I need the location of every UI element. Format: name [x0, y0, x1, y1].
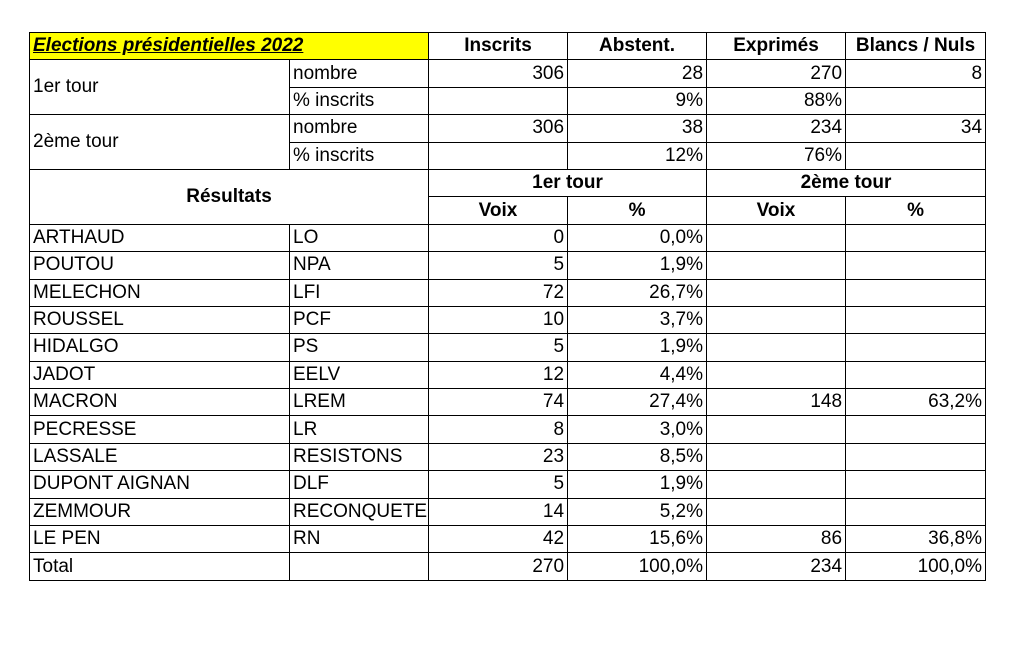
candidate-voix-round2[interactable] — [707, 416, 846, 443]
header-inscrits[interactable]: Inscrits — [429, 33, 568, 60]
round1-abstentions[interactable]: 28 — [568, 60, 707, 87]
candidate-pct-round1[interactable]: 1,9% — [568, 334, 707, 361]
candidate-pct-round1[interactable]: 5,2% — [568, 498, 707, 525]
round2-results-header[interactable]: 2ème tour — [707, 169, 986, 196]
candidate-party[interactable]: RN — [290, 526, 429, 553]
candidate-name[interactable]: ZEMMOUR — [30, 498, 290, 525]
candidate-pct-round1[interactable]: 1,9% — [568, 252, 707, 279]
table-row — [30, 279, 986, 306]
candidate-voix-round2[interactable]: 86 — [707, 526, 846, 553]
candidate-name[interactable]: ROUSSEL — [30, 306, 290, 333]
candidate-voix-round1[interactable]: 5 — [429, 334, 568, 361]
round2-pct-blancs-nuls[interactable] — [846, 142, 986, 169]
candidate-name[interactable]: JADOT — [30, 361, 290, 388]
round2-pct-header[interactable]: % — [846, 197, 986, 224]
table-row — [30, 498, 986, 525]
round1-pct-inscrits[interactable] — [429, 87, 568, 114]
candidate-pct-round1[interactable]: 15,6% — [568, 526, 707, 553]
results-header-row — [30, 169, 986, 196]
round2-pct-inscrits[interactable] — [429, 142, 568, 169]
candidate-pct-round2[interactable]: 36,8% — [846, 526, 986, 553]
candidate-pct-round2[interactable] — [846, 279, 986, 306]
table-row — [30, 361, 986, 388]
header-blancs-nuls[interactable]: Blancs / Nuls — [846, 33, 986, 60]
round1-nombre-label[interactable]: nombre — [290, 60, 429, 87]
candidate-voix-round1[interactable]: 23 — [429, 443, 568, 470]
summary-header-row — [30, 33, 986, 60]
candidate-pct-round1[interactable]: 0,0% — [568, 224, 707, 251]
candidate-name[interactable]: PECRESSE — [30, 416, 290, 443]
candidate-voix-round2[interactable] — [707, 471, 846, 498]
round1-pct-abstentions[interactable]: 9% — [568, 87, 707, 114]
round2-nombre-row — [30, 115, 986, 142]
candidate-name[interactable]: LASSALE — [30, 443, 290, 470]
candidate-voix-round2[interactable] — [707, 224, 846, 251]
candidate-voix-round1[interactable]: 5 — [429, 252, 568, 279]
candidate-pct-round2[interactable] — [846, 416, 986, 443]
candidate-party[interactable]: NPA — [290, 252, 429, 279]
candidate-voix-round2[interactable] — [707, 443, 846, 470]
round1-nombre-row — [30, 60, 986, 87]
candidate-voix-round1[interactable]: 12 — [429, 361, 568, 388]
round2-pct-exprimes[interactable]: 76% — [707, 142, 846, 169]
round1-exprimes[interactable]: 270 — [707, 60, 846, 87]
round2-label[interactable]: 2ème tour — [30, 115, 290, 170]
candidate-party[interactable]: LFI — [290, 279, 429, 306]
round1-pct-label[interactable]: % inscrits — [290, 87, 429, 114]
candidate-party[interactable]: LR — [290, 416, 429, 443]
candidate-party[interactable]: LREM — [290, 389, 429, 416]
candidate-name[interactable]: DUPONT AIGNAN — [30, 471, 290, 498]
table-row — [30, 416, 986, 443]
candidate-voix-round1[interactable]: 10 — [429, 306, 568, 333]
candidate-voix-round1[interactable]: 74 — [429, 389, 568, 416]
candidate-voix-round2[interactable] — [707, 252, 846, 279]
candidate-voix-round2[interactable] — [707, 498, 846, 525]
candidate-name[interactable]: MACRON — [30, 389, 290, 416]
round1-pct-header[interactable]: % — [568, 197, 707, 224]
candidate-pct-round1[interactable]: 1,9% — [568, 471, 707, 498]
round2-inscrits[interactable]: 306 — [429, 115, 568, 142]
candidate-pct-round2[interactable] — [846, 498, 986, 525]
candidate-pct-round2[interactable] — [846, 443, 986, 470]
candidate-party[interactable]: LO — [290, 224, 429, 251]
candidate-pct-round2[interactable] — [846, 471, 986, 498]
candidate-party[interactable]: EELV — [290, 361, 429, 388]
candidate-pct-round2[interactable] — [846, 306, 986, 333]
total-party[interactable] — [290, 553, 429, 580]
candidate-voix-round1[interactable]: 5 — [429, 471, 568, 498]
candidate-name[interactable]: MELECHON — [30, 279, 290, 306]
candidate-pct-round1[interactable]: 3,0% — [568, 416, 707, 443]
table-row — [30, 443, 986, 470]
round1-voix-header[interactable]: Voix — [429, 197, 568, 224]
candidate-voix-round2[interactable]: 148 — [707, 389, 846, 416]
candidate-pct-round2[interactable] — [846, 224, 986, 251]
total-pct2[interactable]: 100,0% — [846, 553, 986, 580]
candidate-pct-round2[interactable] — [846, 361, 986, 388]
round2-pct-label[interactable]: % inscrits — [290, 142, 429, 169]
round1-inscrits[interactable]: 306 — [429, 60, 568, 87]
candidate-voix-round2[interactable] — [707, 306, 846, 333]
header-exprimes[interactable]: Exprimés — [707, 33, 846, 60]
round2-nombre-label[interactable]: nombre — [290, 115, 429, 142]
table-row — [30, 252, 986, 279]
table-row — [30, 306, 986, 333]
candidate-name[interactable]: ARTHAUD — [30, 224, 290, 251]
candidate-name[interactable]: HIDALGO — [30, 334, 290, 361]
round2-exprimes[interactable]: 234 — [707, 115, 846, 142]
candidate-pct-round1[interactable]: 26,7% — [568, 279, 707, 306]
candidate-party[interactable]: RESISTONS — [290, 443, 429, 470]
candidate-voix-round2[interactable] — [707, 361, 846, 388]
candidate-voix-round1[interactable]: 72 — [429, 279, 568, 306]
candidate-voix-round1[interactable]: 14 — [429, 498, 568, 525]
round1-results-header[interactable]: 1er tour — [429, 169, 707, 196]
candidate-pct-round1[interactable]: 8,5% — [568, 443, 707, 470]
candidate-voix-round1[interactable]: 42 — [429, 526, 568, 553]
round1-label[interactable]: 1er tour — [30, 60, 290, 115]
candidate-pct-round1[interactable]: 4,4% — [568, 361, 707, 388]
total-voix2[interactable]: 234 — [707, 553, 846, 580]
round2-pct-abstentions[interactable]: 12% — [568, 142, 707, 169]
candidate-party[interactable]: RECONQUETE — [290, 498, 429, 525]
candidate-voix-round1[interactable]: 0 — [429, 224, 568, 251]
round2-abstentions[interactable]: 38 — [568, 115, 707, 142]
candidate-party[interactable]: PCF — [290, 306, 429, 333]
table-row — [30, 224, 986, 251]
candidate-rows — [30, 224, 986, 553]
round2-voix-header[interactable]: Voix — [707, 197, 846, 224]
candidate-voix-round2[interactable] — [707, 334, 846, 361]
total-pct1[interactable]: 100,0% — [568, 553, 707, 580]
election-results-table — [29, 32, 986, 581]
candidate-pct-round2[interactable] — [846, 252, 986, 279]
results-header[interactable]: Résultats — [30, 169, 429, 224]
table-row — [30, 526, 986, 553]
total-voix1[interactable]: 270 — [429, 553, 568, 580]
candidate-name[interactable]: POUTOU — [30, 252, 290, 279]
candidate-voix-round2[interactable] — [707, 279, 846, 306]
candidate-pct-round1[interactable]: 27,4% — [568, 389, 707, 416]
round2-blancs-nuls[interactable]: 34 — [846, 115, 986, 142]
header-abstentions[interactable]: Abstent. — [568, 33, 707, 60]
table-row — [30, 389, 986, 416]
candidate-voix-round1[interactable]: 8 — [429, 416, 568, 443]
sheet-title[interactable]: Elections présidentielles 2022 — [30, 33, 429, 60]
candidate-party[interactable]: DLF — [290, 471, 429, 498]
total-row — [30, 553, 986, 580]
candidate-pct-round2[interactable] — [846, 334, 986, 361]
candidate-party[interactable]: PS — [290, 334, 429, 361]
total-label[interactable]: Total — [30, 553, 290, 580]
candidate-pct-round1[interactable]: 3,7% — [568, 306, 707, 333]
candidate-pct-round2[interactable]: 63,2% — [846, 389, 986, 416]
table-row — [30, 471, 986, 498]
round1-pct-exprimes[interactable]: 88% — [707, 87, 846, 114]
candidate-name[interactable]: LE PEN — [30, 526, 290, 553]
table-row — [30, 334, 986, 361]
round1-blancs-nuls[interactable]: 8 — [846, 60, 986, 87]
round1-pct-blancs-nuls[interactable] — [846, 87, 986, 114]
